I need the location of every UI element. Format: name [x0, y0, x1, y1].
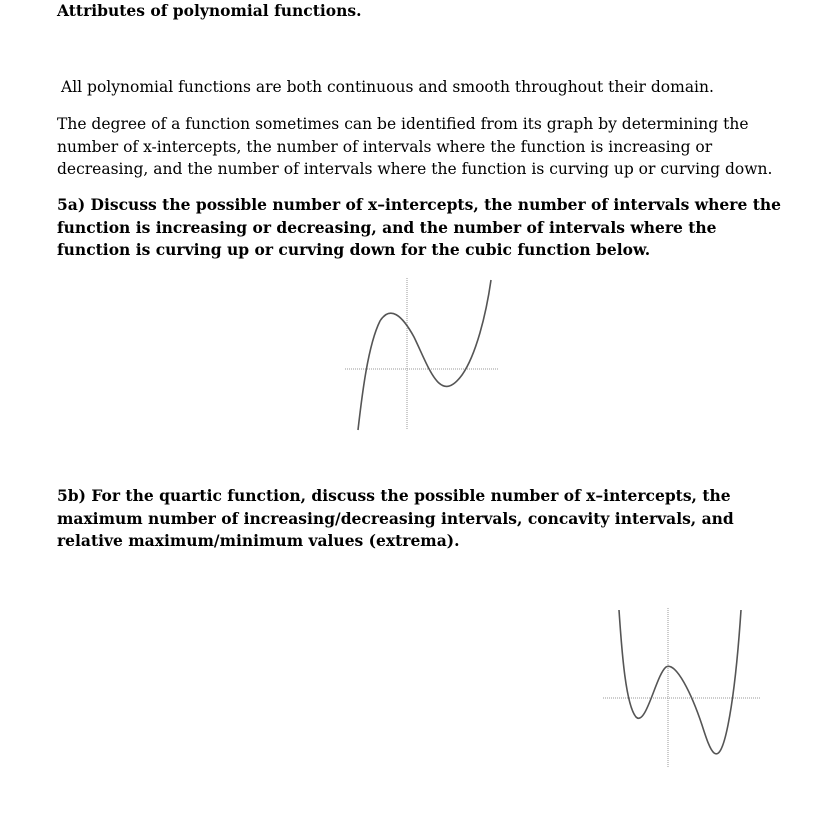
question-5b: 5b) For the quartic function, discuss the possible number of x–intercepts, the maximum number of increasing/decreasing intervals, concavity intervals, and relative maximum/minimum values (extrema).	[57, 486, 734, 550]
question-5a: 5a) Discuss the possible number of x–intercepts, the number of intervals where the function is increasing or decreasing, and the number of intervals where the function is curving up or curving down for the cubic function below.	[57, 195, 781, 259]
cubic-curve	[358, 280, 491, 430]
quartic-curve	[619, 610, 741, 754]
degree-paragraph: The degree of a function sometimes can be identified from its graph by determining the number of x-intercepts, the number of intervals where the function is increasing or decreasing, and the number of intervals where the function is curving up or curving down.	[57, 115, 773, 178]
page-heading: Attributes of polynomial functions.	[57, 1, 362, 20]
quartic-function-graph	[600, 605, 762, 770]
intro-paragraph: All polynomial functions are both continuous and smooth throughout their domain.	[61, 78, 714, 96]
cubic-function-graph	[340, 275, 500, 435]
